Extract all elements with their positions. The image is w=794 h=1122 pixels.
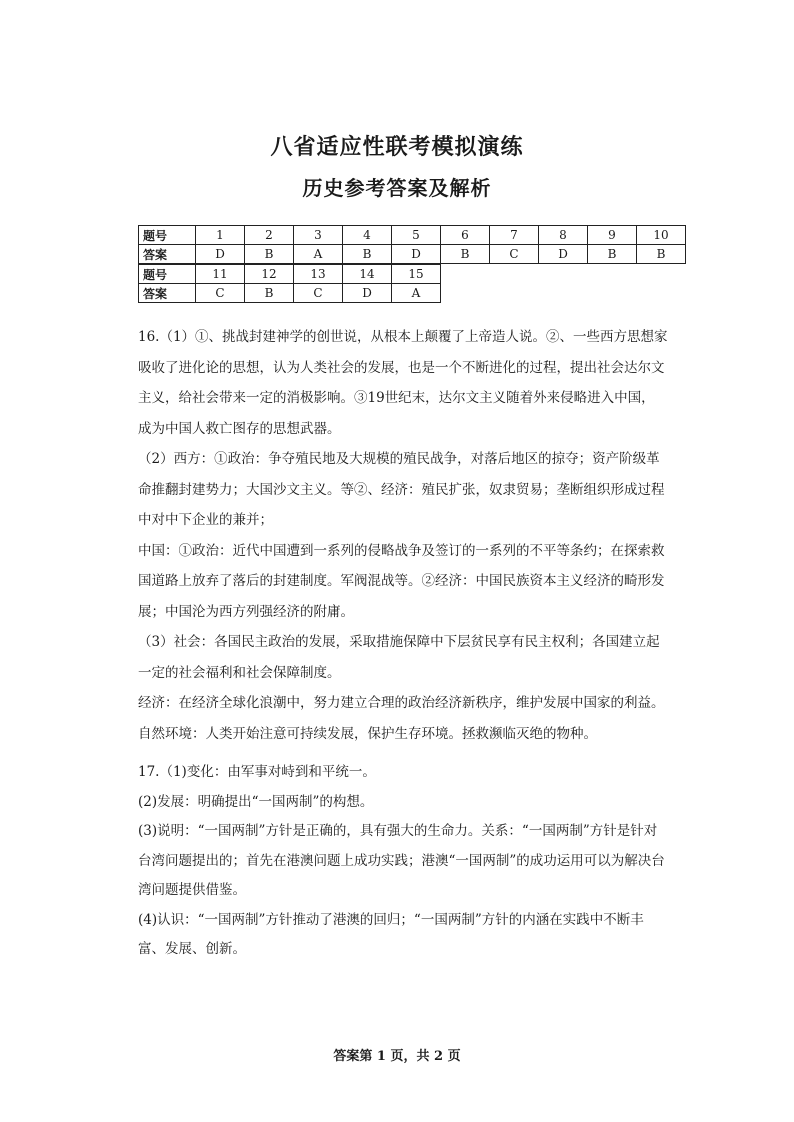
table-cell: 4 <box>343 226 392 245</box>
table-cell: 9 <box>588 226 637 245</box>
table-row-numbers <box>139 226 686 245</box>
table-cell: 12 <box>245 265 294 284</box>
q17-part4: (4)认识：“一国两制”方针推动了港澳的回归；“一国两制”方针的内涵在实践中不断丰富、发展、创新。 <box>138 911 644 957</box>
table-cell: 8 <box>539 226 588 245</box>
q17-part2: (2)发展：明确提出“一国两制”的构想。 <box>138 793 374 810</box>
table-row-numbers <box>139 265 441 284</box>
table-cell: 15 <box>392 265 441 284</box>
table-row-answers <box>139 284 441 303</box>
table-cell: 7 <box>490 226 539 245</box>
q16-part2-west: （2）西方：①政治：争夺殖民地及大规模的殖民战争，对落后地区的掠夺；资产阶级革命推翻封建势力；大国沙文主义。等②、经济：殖民扩张，奴隶贸易；垄断组织形成过程中对中下企业的兼并； <box>138 451 665 528</box>
document-title: 八省适应性联考模拟演练 <box>270 134 524 160</box>
table-cell: D <box>539 245 588 264</box>
table-cell: 14 <box>343 265 392 284</box>
table-cell: D <box>196 245 245 264</box>
table-cell: 6 <box>441 226 490 245</box>
question-16-answer <box>138 322 668 749</box>
table-cell: B <box>245 245 294 264</box>
row-label-number: 题号 <box>139 265 196 284</box>
page-footer: 答案第 1 页，共 2 页 <box>333 1049 461 1064</box>
q16-part3-economy: 经济：在经济全球化浪潮中，努力建立合理的政治经济新秩序，维护发展中国家的利益。 <box>138 695 665 711</box>
q16-part2-china: 中国：①政治：近代中国遭到一系列的侵略战争及签订的一系列的不平等条约；在探索救国道路上放弃了落后的封建制度。军阀混战等。②经济：中国民族资本主义经济的畸形发展；中国沦为西方列强经济的附庸。 <box>138 542 665 620</box>
row-label-answer: 答案 <box>139 245 196 264</box>
row-label-number: 题号 <box>139 226 196 245</box>
table-cell: B <box>343 245 392 264</box>
table-cell: D <box>343 284 392 303</box>
question-17-answer <box>138 758 668 965</box>
table-cell: 3 <box>294 226 343 245</box>
table-cell: 11 <box>196 265 245 284</box>
table-cell: C <box>490 245 539 264</box>
table-cell: B <box>441 245 490 264</box>
answer-table-top <box>138 225 686 264</box>
table-cell: C <box>196 284 245 303</box>
table-cell: B <box>637 245 686 264</box>
table-cell: B <box>245 284 294 303</box>
table-cell: 13 <box>294 265 343 284</box>
row-label-answer: 答案 <box>139 284 196 303</box>
q16-part1: 16.（1）①、挑战封建神学的创世说，从根本上颠覆了上帝造人说。②、一些西方思想家吸收了进化论的思想，认为人类社会的发展，也是一个不断进化的过程，提出社会达尔文主义，给社会带来一定的消极影响。③19世纪末，达尔文主义随着外来侵略进入中国，成为中国人救亡图存的思想武器。 <box>138 329 668 437</box>
table-cell: A <box>294 245 343 264</box>
table-cell: B <box>588 245 637 264</box>
q17-part3: (3)说明：“一国两制”方针是正确的，具有强大的生命力。关系：“一国两制”方针是针对台湾问题提出的；首先在港澳问题上成功实践；港澳“一国两制”的成功运用可以为解决台湾问题提供借鉴。 <box>138 823 665 898</box>
document-subtitle: 历史参考答案及解析 <box>302 176 492 200</box>
table-cell: D <box>392 245 441 264</box>
table-cell: A <box>392 284 441 303</box>
table-cell: 1 <box>196 226 245 245</box>
q16-part3-environment: 自然环境：人类开始注意可持续发展，保护生存环境。拯救濒临灭绝的物种。 <box>138 725 597 742</box>
table-cell: 5 <box>392 226 441 245</box>
table-cell: 10 <box>637 226 686 245</box>
answer-table-bottom <box>138 264 441 303</box>
q16-part3-society: （3）社会：各国民主政治的发展，采取措施保障中下层贫民享有民主权利；各国建立起一定的社会福利和社会保障制度。 <box>138 634 660 681</box>
table-cell: 2 <box>245 226 294 245</box>
table-row-answers <box>139 245 686 264</box>
table-cell: C <box>294 284 343 303</box>
q17-part1: 17.（1)变化：由军事对峙到和平统一。 <box>138 764 376 780</box>
